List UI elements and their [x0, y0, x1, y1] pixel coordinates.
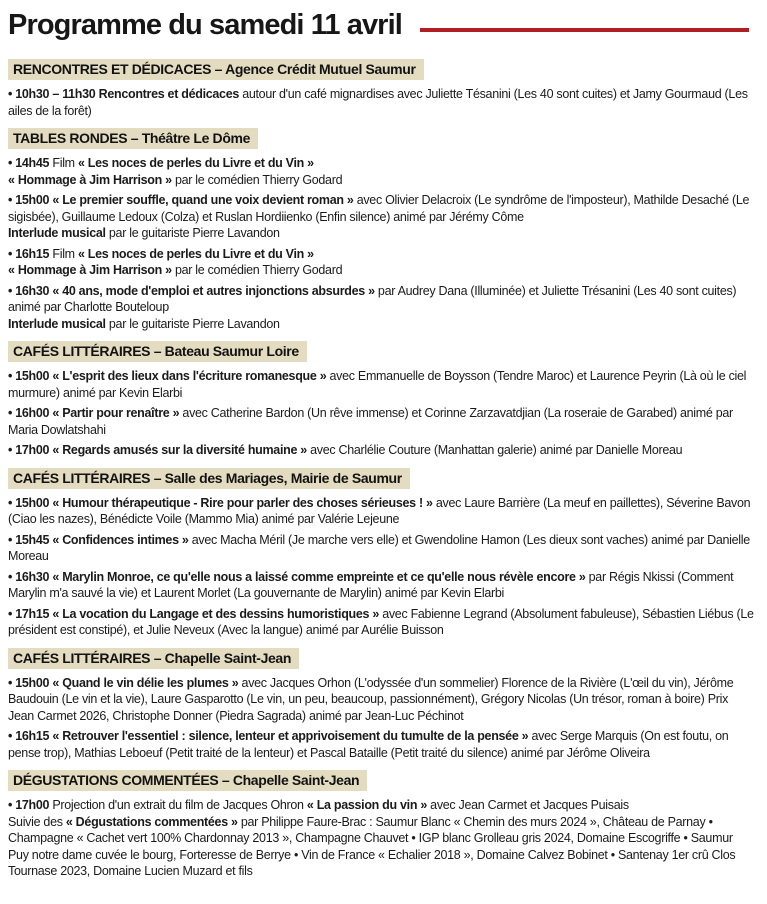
regular-text: par Régis Nkissi (Comment Marylin m'a sauvé la vie) et Laurent Morlet (La gouvernante de Marylin) animé par Kevin Elarbi — [8, 569, 734, 600]
section — [8, 459, 755, 639]
bold-text: « Hommage à Jim Harrison » — [8, 263, 172, 277]
section — [8, 119, 755, 332]
regular-text: avec Charlélie Couture (Manhattan galerie) animé par Danielle Moreau — [306, 443, 683, 457]
regular-text: avec Emmanuelle de Boysson (Tendre Maroc) et Laurence Peyrin (Là où le ciel murmure) animé par Kevin Elarbi — [8, 369, 747, 400]
bold-text: • 16h15 — [8, 246, 50, 261]
bold-text: • 15h00 « Humour thérapeutique - Rire pour parler des choses sérieuses ! » — [8, 495, 433, 510]
section-header: CAFÉS LITTÉRAIRES – Bateau Saumur Loire — [8, 341, 307, 362]
regular-text: par Audrey Dana (Illuminée) et Juliette Trésanini (Les 40 sont cuites) animé par Charlotte Bouteloup — [8, 283, 737, 314]
section — [8, 332, 755, 459]
program-item — [8, 442, 755, 459]
title-rule — [420, 28, 749, 32]
bold-text: « Hommage à Jim Harrison » — [8, 172, 172, 187]
sections — [8, 50, 755, 880]
bold-text: « Les noces de perles du Livre et du Vin » — [77, 156, 314, 170]
program-item — [8, 569, 755, 602]
bold-text: • 16h15 « Retrouver l'essentiel : silence, lenteur et apprivoisement du tumulte de la pensée » — [8, 729, 529, 743]
regular-text: par Philippe Faure-Brac : Saumur Blanc « Chemin des murs 2024 », Château de Parnay • Champagne « Cachet vert 100% Chardonnay 2013 », Champagne Chauvet • IGP blanc Grolleau gris 2024, Domaine Escogriffe • Saumur Puy notre dame cuvée le bourg, Forteresse de Berrye • Vin de France « Echalier 2018 », Domaine Calvez Bobinet • Santenay 1er crû Clos Tournase 2023, Domaine Lucien Muzard et fils — [8, 814, 736, 878]
bold-text: « La passion du vin » — [306, 798, 427, 812]
regular-text: Projection d'un extrait du film de Jacques Ohron — [49, 798, 307, 812]
section-header: CAFÉS LITTÉRAIRES – Salle des Mariages, Mairie de Saumur — [8, 468, 410, 489]
regular-text: avec Jacques Orhon (L'odyssée d'un sommelier) Florence de la Rivière (L'œil du vin), Jérôme Baudouin (Le vin et la vie), Laure Gasparotto (Le vin, un peu, beaucoup, passionnément), Grégory Nicolas (Un trésor, roman à boire) Prix Jean Carmet 2026, Christophe Donner (Piedra Sagrada) animé par Jean-Luc Péchinot — [8, 675, 734, 723]
regular-text: avec Serge Marquis (On est foutu, on pense trop), Mathias Leboeuf (Petit traité de la lenteur) et Pascal Bataille (Petit traité du silence) animé par Jérôme Oliveira — [8, 729, 729, 760]
section-header: CAFÉS LITTÉRAIRES – Chapelle Saint-Jean — [8, 648, 299, 669]
program-item — [8, 606, 755, 639]
bold-text: • 10h30 – 11h30 Rencontres et dédicaces — [8, 87, 240, 101]
program-item — [8, 368, 755, 401]
program-item — [8, 797, 755, 880]
bold-text: « Les noces de perles du Livre et du Vin » — [77, 246, 314, 261]
bold-text: • 15h00 « L'esprit des lieux dans l'écriture romanesque » — [8, 369, 327, 383]
bold-text: • 17h15 « La vocation du Langage et des dessins humoristiques » — [8, 606, 380, 621]
regular-text: avec Olivier Delacroix (Le syndrôme de l'imposteur), Mathilde Desaché (Le sigisbée), Guillaume Ledoux (Colza) et Ruslan Hordiienko (Enfin silence) animé par Jérémy Côme — [8, 193, 750, 224]
program-item — [8, 192, 755, 242]
section-header: RENCONTRES ET DÉDICACES – Agence Crédit Mutuel Saumur — [8, 59, 424, 80]
section — [8, 50, 755, 119]
program-item — [8, 405, 755, 438]
regular-text: par le comédien Thierry Godard — [171, 172, 343, 187]
section-header: TABLES RONDES – Théâtre Le Dôme — [8, 128, 258, 149]
regular-text: par le guitariste Pierre Lavandon — [105, 316, 280, 331]
program-item — [8, 155, 755, 188]
regular-text: avec Fabienne Legrand (Absolument fabuleuse), Sébastien Liébus (Le président est constipé), et Julie Neveux (Avec la langue) animé par Aurélie Buisson — [8, 606, 754, 637]
section — [8, 639, 755, 762]
bold-text: • 16h30 « Marylin Monroe, ce qu'elle nous a laissé comme empreinte et ce qu'elle nous révèle encore » — [8, 569, 586, 584]
regular-text: Film — [49, 246, 78, 261]
bold-text: « Dégustations commentées » — [65, 814, 238, 829]
bold-text: • 15h00 « Quand le vin délie les plumes » — [8, 675, 239, 690]
page-header — [8, 8, 755, 42]
program-item — [8, 495, 755, 528]
regular-text: avec Macha Méril (Je marche vers elle) et Gwendoline Hamon (Les dieux sont vaches) animé par Danielle Moreau — [8, 532, 750, 563]
regular-text: Suivie des — [8, 814, 66, 829]
bold-text: • 14h45 — [8, 156, 50, 170]
program-item — [8, 532, 755, 565]
regular-text: Film — [49, 156, 78, 170]
bold-text: • 17h00 — [8, 798, 50, 812]
section-header: DÉGUSTATIONS COMMENTÉES – Chapelle Saint-Jean — [8, 770, 367, 791]
regular-text: par le guitariste Pierre Lavandon — [105, 226, 280, 240]
bold-text: • 16h30 « 40 ans, mode d'emploi et autres injonctions absurdes » — [8, 283, 375, 298]
program-item — [8, 283, 755, 333]
bold-text: Interlude musical — [8, 316, 106, 331]
bold-text: • 17h00 « Regards amusés sur la diversité humaine » — [8, 443, 307, 457]
program-item — [8, 246, 755, 279]
program-item — [8, 86, 755, 119]
regular-text: avec Catherine Bardon (Un rêve immense) et Corinne Zarzavatdjian (La roseraie de Garabed) animé par Maria Dowlatshahi — [8, 406, 733, 437]
regular-text: par le comédien Thierry Godard — [171, 263, 343, 277]
section — [8, 761, 755, 880]
regular-text: autour d'un café mignardises avec Juliette Tésanini (Les 40 sont cuites) et Jamy Gourmaud (Les ailes de la forêt) — [8, 87, 748, 118]
program-item — [8, 675, 755, 725]
bold-text: • 15h45 « Confidences intimes » — [8, 532, 189, 547]
bold-text: • 16h00 « Partir pour renaître » — [8, 406, 180, 420]
page-title: Programme du samedi 11 avril — [8, 9, 402, 41]
bold-text: Interlude musical — [8, 226, 106, 240]
regular-text: avec Jean Carmet et Jacques Puisais — [427, 798, 629, 812]
bold-text: • 15h00 « Le premier souffle, quand une voix devient roman » — [8, 193, 354, 207]
regular-text: avec Laure Barrière (La meuf en paillettes), Séverine Bavon (Ciao les nazes), Bénédicte Voile (Mammo Mia) animé par Valérie Lejeune — [8, 495, 751, 526]
program-item — [8, 728, 755, 761]
